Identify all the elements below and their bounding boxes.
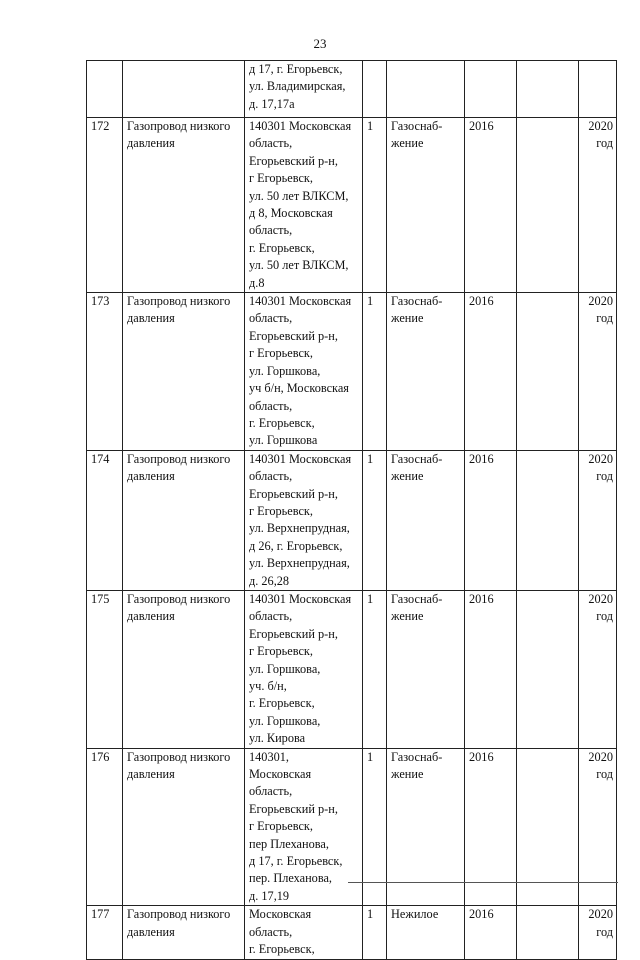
year-start: 2016 [465, 906, 517, 959]
object-purpose: Газоснаб- жение [387, 590, 465, 748]
year-start: 2016 [465, 118, 517, 293]
table-row [87, 61, 617, 118]
property-register-table [86, 60, 617, 960]
page-number: 23 [313, 36, 327, 51]
year-end: 2020 год [579, 450, 617, 590]
quantity [363, 61, 387, 118]
bottom-rule [348, 882, 618, 883]
row-number: 176 [87, 748, 123, 906]
year-end: 2020 год [579, 906, 617, 959]
year-start: 2016 [465, 293, 517, 451]
object-address: 140301 Московская область, Егорьевский р-н, г Егорьевск, ул. Горшкова, уч. б/н, г. Егорьевск, ул. Горшкова, ул. Кирова [245, 590, 363, 748]
quantity: 1 [363, 293, 387, 451]
year-start: 2016 [465, 748, 517, 906]
year-end: 2020 год [579, 590, 617, 748]
year-end: 2020 год [579, 118, 617, 293]
object-address: 140301 Московская область, Егорьевский р-н, г Егорьевск, ул. Верхнепрудная, д 26, г. Егорьевск, ул. Верхнепрудная, д. 26,28 [245, 450, 363, 590]
object-purpose: Газоснаб- жение [387, 293, 465, 451]
blank-cell [517, 450, 579, 590]
blank-cell [517, 293, 579, 451]
quantity: 1 [363, 590, 387, 748]
object-name: Газопровод низкого давления [123, 590, 245, 748]
object-address: Московская область, г. Егорьевск, [245, 906, 363, 959]
quantity: 1 [363, 450, 387, 590]
year-end: 2020 год [579, 748, 617, 906]
table-row [87, 450, 617, 590]
year-start: 2016 [465, 590, 517, 748]
blank-cell [517, 590, 579, 748]
row-number: 175 [87, 590, 123, 748]
row-number [87, 61, 123, 118]
object-address: 140301, Московская область, Егорьевский р-н, г Егорьевск, пер Плеханова, д 17, г. Егорьевск, пер. Плеханова, д. 17,19 [245, 748, 363, 906]
object-purpose [387, 61, 465, 118]
year-start [465, 61, 517, 118]
table-row [87, 590, 617, 748]
object-purpose: Нежилое [387, 906, 465, 959]
object-name: Газопровод низкого давления [123, 906, 245, 959]
quantity: 1 [363, 118, 387, 293]
table-row [87, 293, 617, 451]
row-number: 174 [87, 450, 123, 590]
object-name: Газопровод низкого давления [123, 748, 245, 906]
table-row [87, 906, 617, 959]
row-number: 173 [87, 293, 123, 451]
blank-cell [517, 118, 579, 293]
object-purpose: Газоснаб- жение [387, 450, 465, 590]
row-number: 172 [87, 118, 123, 293]
year-start: 2016 [465, 450, 517, 590]
object-name [123, 61, 245, 118]
blank-cell [517, 906, 579, 959]
table-row [87, 118, 617, 293]
year-end [579, 61, 617, 118]
object-address: 140301 Московская область, Егорьевский р-н, г Егорьевск, ул. Горшкова, уч б/н, Московская область, г. Егорьевск, ул. Горшкова [245, 293, 363, 451]
object-name: Газопровод низкого давления [123, 118, 245, 293]
blank-cell [517, 61, 579, 118]
object-name: Газопровод низкого давления [123, 450, 245, 590]
year-end: 2020 год [579, 293, 617, 451]
object-address: д 17, г. Егорьевск, ул. Владимирская, д. 17,17а [245, 61, 363, 118]
row-number: 177 [87, 906, 123, 959]
object-name: Газопровод низкого давления [123, 293, 245, 451]
object-address: 140301 Московская область, Егорьевский р-н, г Егорьевск, ул. 50 лет ВЛКСМ, д 8, Московская область, г. Егорьевск, ул. 50 лет ВЛКСМ, д.8 [245, 118, 363, 293]
object-purpose: Газоснаб- жение [387, 118, 465, 293]
quantity: 1 [363, 748, 387, 906]
object-purpose: Газоснаб- жение [387, 748, 465, 906]
quantity: 1 [363, 906, 387, 959]
